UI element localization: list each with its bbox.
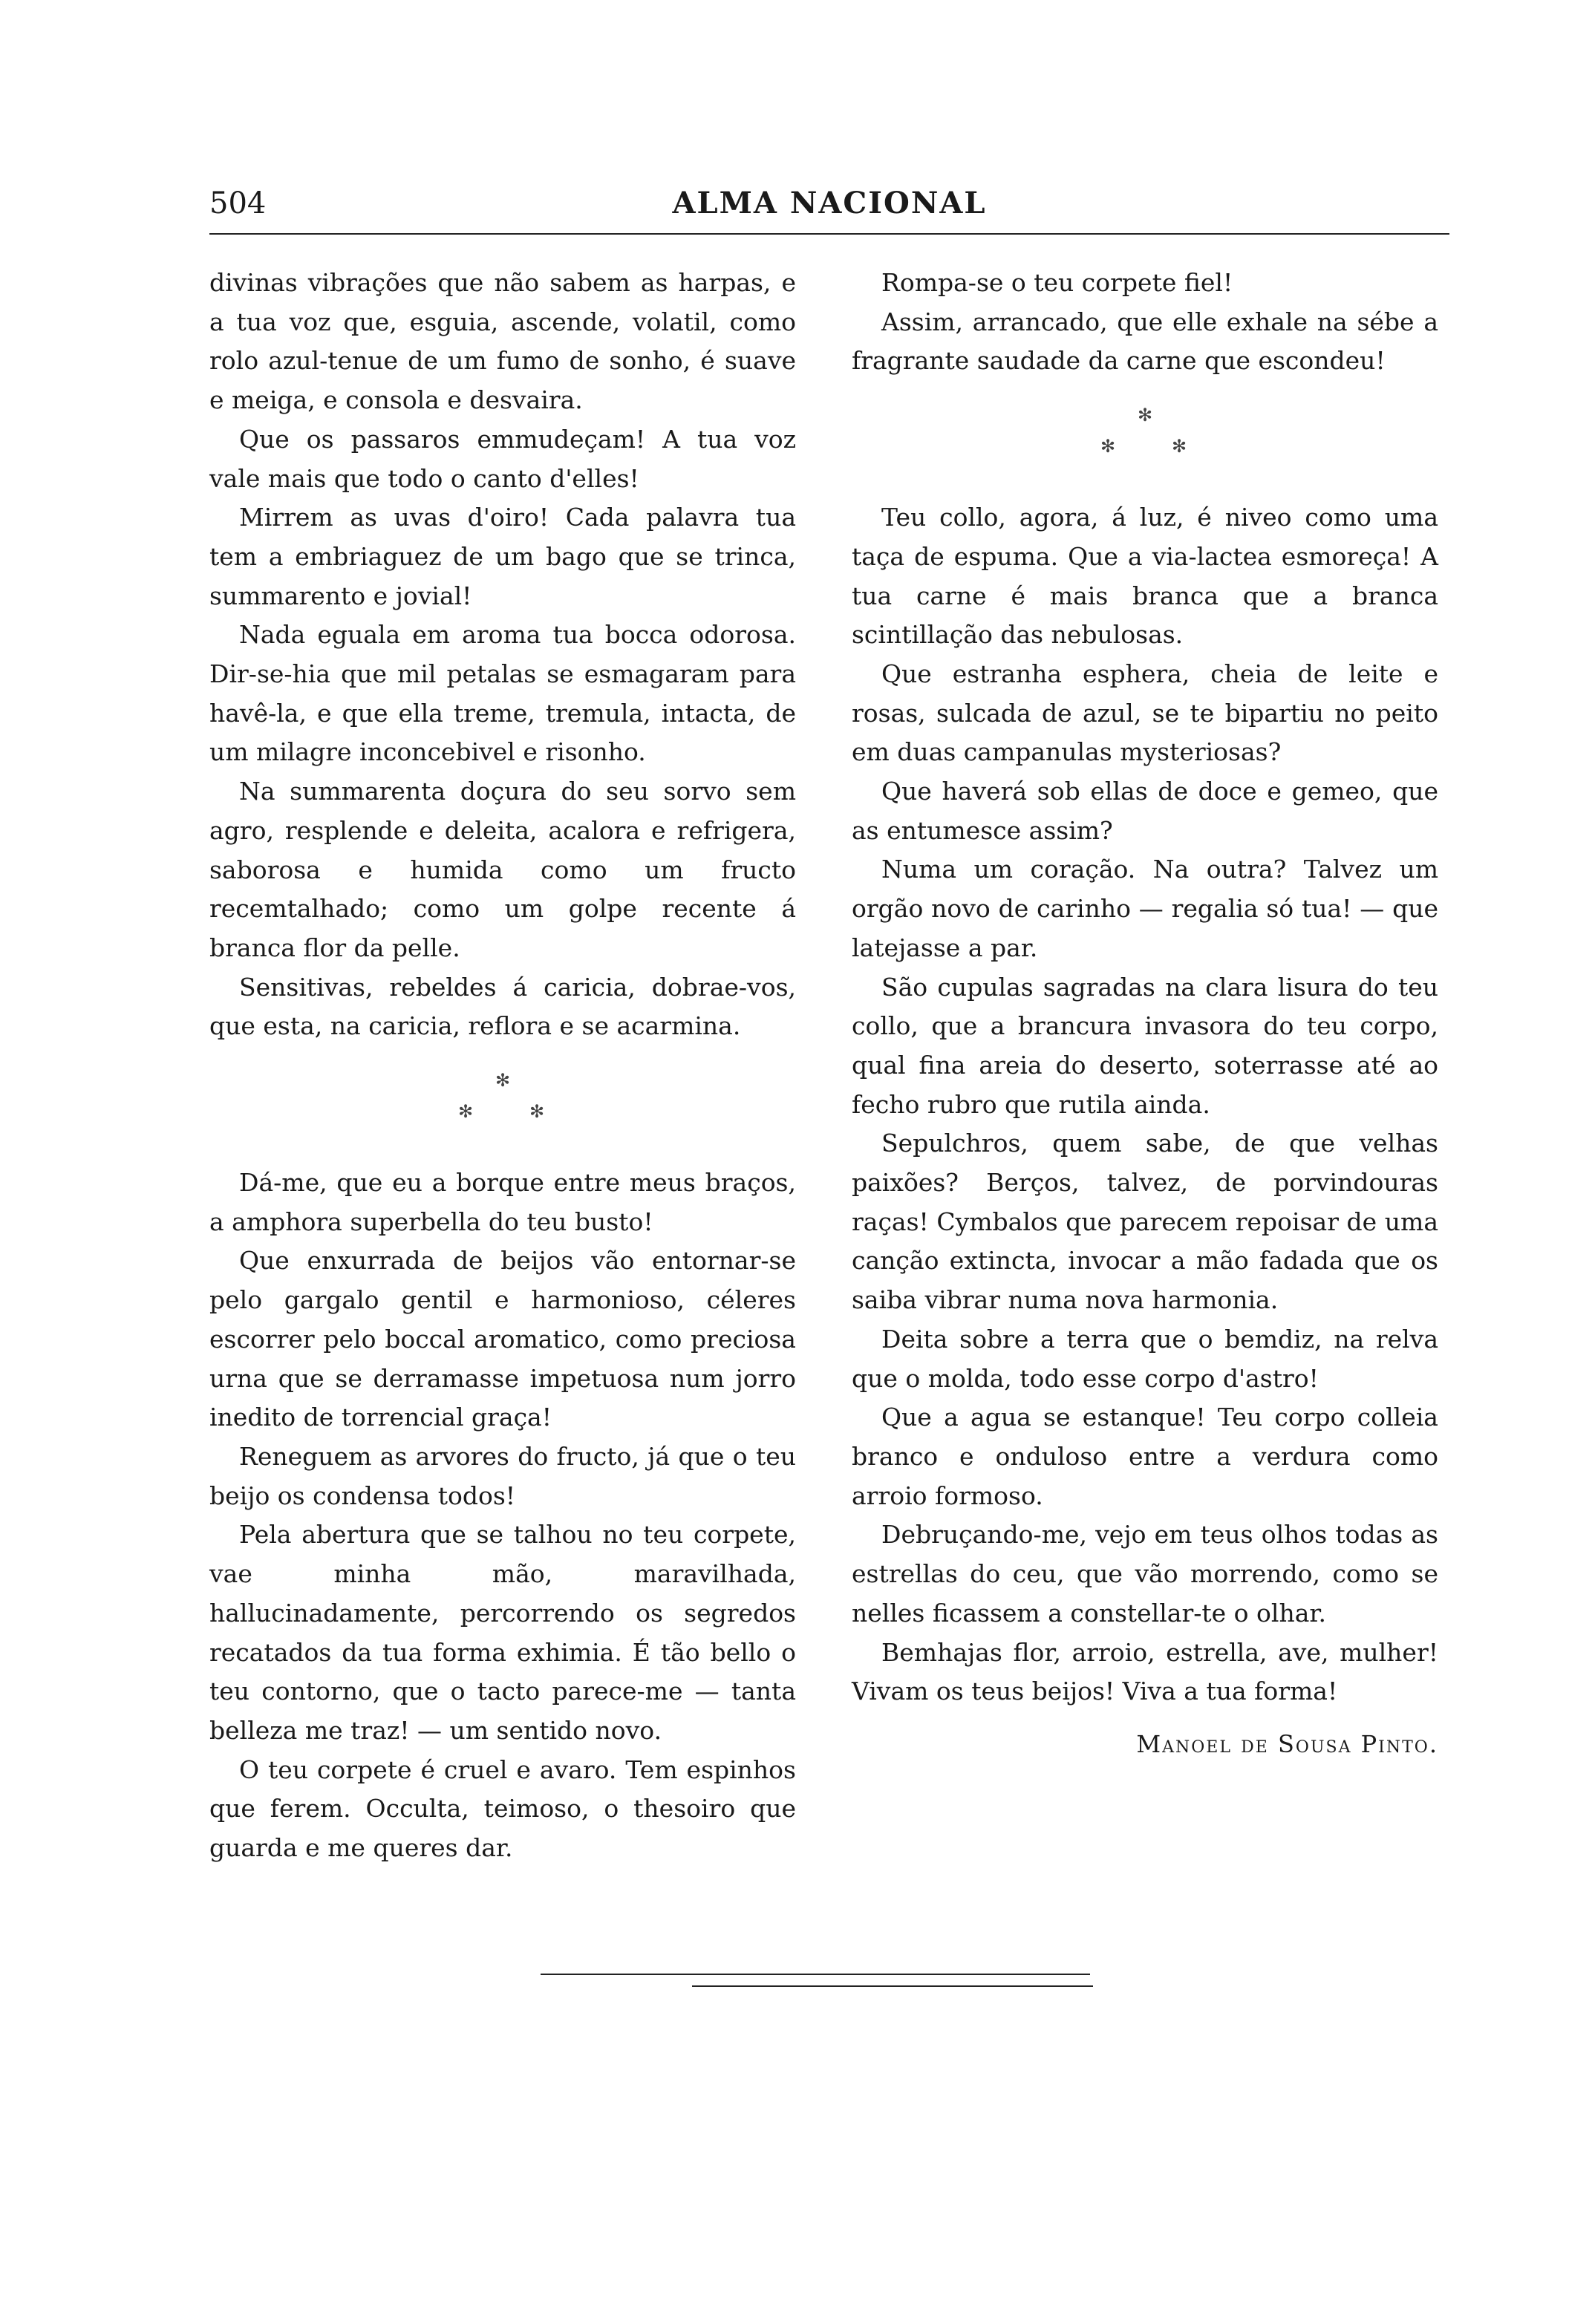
paragraph: Que os passaros emmudeçam! A tua voz vale mais que todo o canto d'elles!	[209, 424, 796, 493]
running-title: ALMA NACIONAL	[672, 186, 987, 221]
paragraph: Nada eguala em aroma tua bocca odorosa. Dir-se-hia que mil petalas se esmagaram para havê-la, e que ella treme, tremula, intacta, de um milagre inconcebivel e risonho.	[209, 620, 796, 767]
left-column	[209, 264, 796, 1868]
right-column	[852, 264, 1438, 1764]
asterism-star-icon: ✻	[1172, 436, 1187, 457]
paragraph: Numa um coração. Na outra? Talvez um orgão novo de carinho — regalia só tua! — que latejasse a par.	[852, 855, 1438, 962]
paragraph: divinas vibrações que não sabem as harpas, e a tua voz que, esguia, ascende, volatil, como rolo azul-tenue de um fumo de sonho, é suave e meiga, e consola e desvaira.	[209, 268, 796, 415]
paragraph: Bemhajas flor, arroio, estrella, ave, mulher! Vivam os teus beijos! Viva a tua forma!	[852, 1637, 1438, 1706]
asterism-star-icon: ✻	[1100, 436, 1116, 457]
paragraph: Reneguem as arvores do fructo, já que o teu beijo os condensa todos!	[209, 1441, 796, 1510]
asterism-star-icon: ✻	[529, 1101, 545, 1123]
paragraph: Teu collo, agora, á luz, é niveo como uma taça de espuma. Que a via-lactea esmoreça! A tua carne é mais branca que a branca scintillação das nebulosas.	[852, 503, 1438, 650]
paragraph: Mirrem as uvas d'oiro! Cada palavra tua tem a embriaguez de um bago que se trinca, summarento e jovial!	[209, 503, 796, 610]
paragraph: Na summarenta doçura do seu sorvo sem agro, resplende e deleita, acalora e refrigera, saborosa e humida como um fructo recemtalhado; como um golpe recente á branca flor da pelle.	[209, 777, 796, 962]
section-asterism	[852, 381, 1438, 498]
paragraph: Sepulchros, quem sabe, de que velhas paixões? Berços, talvez, de porvindouras raças! Cymbalos que parecem repoisar de uma canção extincta, invocar a mão fadada que os saiba vibrar numa nova harmonia.	[852, 1129, 1438, 1315]
paragraph: Dá-me, que eu a borque entre meus braços, a amphora superbella do teu busto!	[209, 1168, 796, 1236]
end-rule	[541, 1974, 1090, 1975]
paragraph: Que enxurrada de beijos vão entornar-se pelo gargalo gentil e harmonioso, céleres escorrer pelo boccal aromatico, como preciosa urna que se derramasse impetuosa num jorro inedito de torrencial graça!	[209, 1246, 796, 1432]
paragraph: Pela abertura que se talhou no teu corpete, vae minha mão, maravilhada, hallucinadamente, percorrendo os segredos recatados da tua forma exhimia. É tão bello o teu contorno, que o tacto parece-me — tanta belleza me traz! — um sentido novo.	[209, 1520, 796, 1745]
author-signature: Manoel de Sousa Pinto.	[1136, 1729, 1438, 1758]
section-asterism	[209, 1046, 796, 1163]
paragraph: Que haverá sob ellas de doce e gemeo, que as entumesce assim?	[852, 777, 1438, 845]
page-header	[209, 180, 1449, 227]
asterism-star-icon: ✻	[1137, 405, 1153, 426]
paragraph: Sensitivas, rebeldes á caricia, dobrae-vos, que esta, na caricia, reflora e se acarmina.	[209, 972, 796, 1041]
paragraph: Que estranha esphera, cheia de leite e rosas, sulcada de azul, se te bipartiu no peito em duas campanulas mysteriosas?	[852, 659, 1438, 767]
paragraph: Debruçando-me, vejo em teus olhos todas as estrellas do ceu, que vão morrendo, como se nelles ficassem a constellar-te o olhar.	[852, 1520, 1438, 1628]
header-rule	[209, 233, 1449, 235]
paragraph: São cupulas sagradas na clara lisura do teu collo, que a brancura invasora do teu corpo, qual fina areia do deserto, soterrasse até ao fecho rubro que rutila ainda.	[852, 972, 1438, 1119]
end-rule	[692, 1985, 1093, 1987]
page-number: 504	[209, 186, 267, 221]
paragraph: Que a agua se estanque! Teu corpo colleia branco e onduloso entre a verdura como arroio formoso.	[852, 1403, 1438, 1510]
paragraph: Deita sobre a terra que o bemdiz, na relva que o molda, todo esse corpo d'astro!	[852, 1324, 1438, 1393]
paragraph: Assim, arrancado, que elle exhale na sébe a fragrante saudade da carne que escondeu!	[852, 307, 1438, 376]
asterism-star-icon: ✻	[495, 1070, 511, 1091]
paragraph: O teu corpete é cruel e avaro. Tem espinhos que ferem. Occulta, teimoso, o thesoiro que guarda e me queres dar.	[209, 1755, 796, 1863]
asterism-star-icon: ✻	[458, 1101, 474, 1123]
paragraph: Rompa-se o teu corpete fiel!	[881, 268, 1233, 297]
